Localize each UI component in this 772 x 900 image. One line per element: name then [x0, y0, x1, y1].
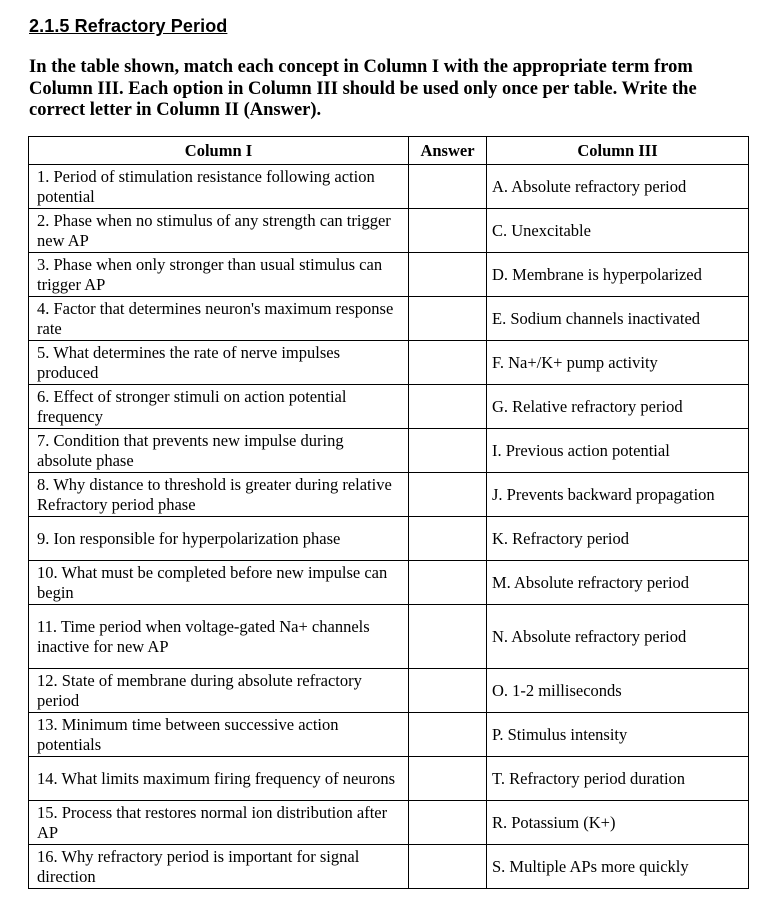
answer-cell[interactable]: [409, 713, 487, 757]
term-cell: O. 1-2 milliseconds: [487, 669, 749, 713]
table-row: [29, 845, 749, 889]
answer-cell[interactable]: [409, 517, 487, 561]
term-cell: J. Prevents backward propagation: [487, 473, 749, 517]
concept-text: 2. Phase when no stimulus of any strength can trigger new AP: [37, 211, 391, 250]
concept-cell: [29, 253, 409, 297]
table-row: [29, 713, 749, 757]
concept-text: 3. Phase when only stronger than usual stimulus can trigger AP: [37, 255, 383, 294]
instructions-text: In the table shown, match each concept in Column I with the appropriate term from Column III. Each option in Column III should be used only once per table. Write the correct letter in Column II (Answer).: [29, 57, 697, 120]
concept-cell: [29, 385, 409, 429]
term-cell: S. Multiple APs more quickly: [487, 845, 749, 889]
table-row: [29, 209, 749, 253]
concept-text: 10. What must be completed before new impulse can begin: [37, 563, 388, 602]
table-row: [29, 669, 749, 713]
answer-cell[interactable]: [409, 801, 487, 845]
concept-text: 7. Condition that prevents new impulse during absolute phase: [37, 431, 344, 470]
concept-text: 16. Why refractory period is important for signal direction: [37, 847, 360, 886]
answer-cell[interactable]: [409, 845, 487, 889]
concept-cell: [29, 341, 409, 385]
answer-header: Answer: [409, 137, 487, 165]
concept-cell: [29, 669, 409, 713]
concept-text: 9. Ion responsible for hyperpolarization phase: [37, 529, 341, 548]
matching-table: [28, 136, 749, 889]
table-row: [29, 341, 749, 385]
concept-cell: [29, 713, 409, 757]
term-cell: F. Na+/K+ pump activity: [487, 341, 749, 385]
concept-text: 14. What limits maximum firing frequency of neurons: [37, 769, 396, 788]
answer-cell[interactable]: [409, 429, 487, 473]
answer-cell[interactable]: [409, 209, 487, 253]
table-header-row: [29, 137, 749, 165]
concept-text: 12. State of membrane during absolute refractory period: [37, 671, 362, 710]
concept-cell: [29, 429, 409, 473]
answer-cell[interactable]: [409, 253, 487, 297]
table-row: [29, 757, 749, 801]
answer-cell[interactable]: [409, 165, 487, 209]
section-title: 2.1.5 Refractory Period: [29, 16, 228, 36]
concept-text: 5. What determines the rate of nerve impulses produced: [37, 343, 341, 382]
concept-cell: [29, 605, 409, 669]
answer-cell[interactable]: [409, 561, 487, 605]
term-cell: P. Stimulus intensity: [487, 713, 749, 757]
term-cell: K. Refractory period: [487, 517, 749, 561]
table-row: [29, 561, 749, 605]
concept-cell: [29, 757, 409, 801]
table-row: [29, 253, 749, 297]
table-row: [29, 517, 749, 561]
term-cell: N. Absolute refractory period: [487, 605, 749, 669]
concept-text: 6. Effect of stronger stimuli on action potential frequency: [37, 387, 347, 426]
table-row: [29, 429, 749, 473]
term-cell: G. Relative refractory period: [487, 385, 749, 429]
concept-text: 11. Time period when voltage-gated Na+ channels inactive for new AP: [37, 617, 370, 656]
term-cell: I. Previous action potential: [487, 429, 749, 473]
table-row: [29, 165, 749, 209]
concept-cell: [29, 845, 409, 889]
term-cell: M. Absolute refractory period: [487, 561, 749, 605]
term-cell: C. Unexcitable: [487, 209, 749, 253]
concept-cell: [29, 297, 409, 341]
concept-text: 15. Process that restores normal ion distribution after AP: [37, 803, 388, 842]
concept-text: 1. Period of stimulation resistance following action potential: [37, 167, 375, 206]
concept-cell: [29, 473, 409, 517]
answer-cell[interactable]: [409, 297, 487, 341]
answer-cell[interactable]: [409, 757, 487, 801]
concept-cell: [29, 561, 409, 605]
column-iii-header: Column III: [487, 137, 749, 165]
table-row: [29, 385, 749, 429]
table-row: [29, 801, 749, 845]
answer-cell[interactable]: [409, 341, 487, 385]
concept-cell: [29, 209, 409, 253]
table-row: [29, 297, 749, 341]
concept-text: 13. Minimum time between successive action potentials: [37, 715, 339, 754]
term-cell: A. Absolute refractory period: [487, 165, 749, 209]
column-i-header: Column I: [29, 137, 409, 165]
table-row: [29, 473, 749, 517]
answer-cell[interactable]: [409, 669, 487, 713]
concept-cell: [29, 165, 409, 209]
concept-cell: [29, 801, 409, 845]
answer-cell[interactable]: [409, 473, 487, 517]
answer-cell[interactable]: [409, 385, 487, 429]
concept-cell: [29, 517, 409, 561]
term-cell: D. Membrane is hyperpolarized: [487, 253, 749, 297]
table-row: [29, 605, 749, 669]
concept-text: 8. Why distance to threshold is greater during relative Refractory period phase: [37, 475, 392, 514]
answer-cell[interactable]: [409, 605, 487, 669]
concept-text: 4. Factor that determines neuron's maximum response rate: [37, 299, 394, 338]
term-cell: R. Potassium (K+): [487, 801, 749, 845]
term-cell: T. Refractory period duration: [487, 757, 749, 801]
term-cell: E. Sodium channels inactivated: [487, 297, 749, 341]
